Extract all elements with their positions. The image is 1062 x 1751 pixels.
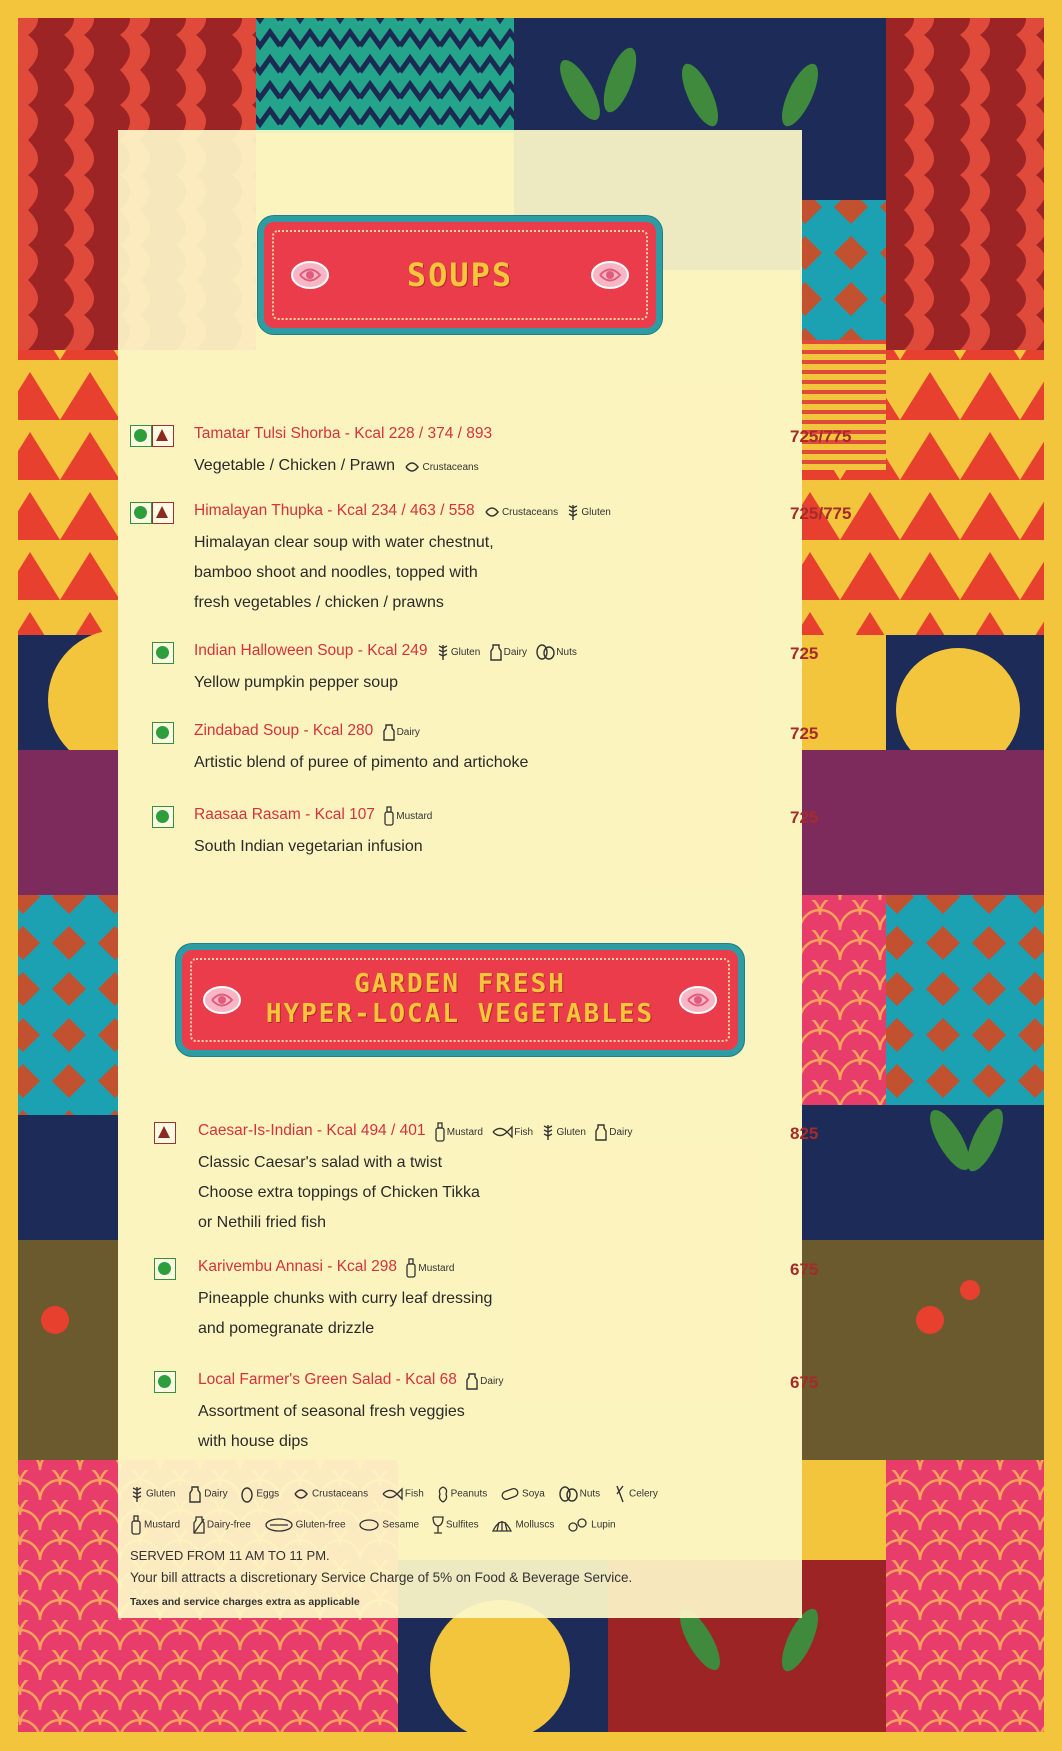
desc-line: with house dips — [198, 1433, 309, 1450]
allergen-tag: Crustaceans — [483, 507, 558, 518]
item-header — [198, 1371, 504, 1390]
item-price: 725 — [790, 724, 819, 743]
desc-line: bamboo shoot and noodles, topped with — [194, 564, 478, 581]
legend-item: Dairy — [188, 1485, 227, 1503]
item-description — [194, 528, 494, 618]
soups-title: SOUPS — [406, 255, 514, 294]
veg-icon — [152, 722, 174, 744]
menu-item — [130, 1122, 819, 1232]
legend-item: Sulfites — [432, 1515, 479, 1535]
dairy-icon — [465, 1372, 479, 1390]
item-kcal: - Kcal 228 / 374 / 893 — [344, 425, 493, 442]
item-description — [198, 1397, 465, 1457]
veg-icon — [152, 642, 174, 664]
allergen-tag: Dairy — [382, 727, 420, 738]
item-kcal: - Kcal 494 / 401 — [316, 1122, 426, 1139]
menu-item — [130, 1371, 819, 1451]
non-veg-icon — [152, 502, 174, 524]
legend-item: Celery — [613, 1484, 658, 1504]
item-kcal: - Kcal 298 — [327, 1258, 398, 1275]
veg-icon — [152, 806, 174, 828]
item-name: Karivembu Annasi — [198, 1258, 323, 1275]
legend-item: Soya — [500, 1487, 545, 1501]
diet-badges — [152, 806, 174, 830]
non-veg-icon — [154, 1122, 176, 1144]
peanuts-icon — [437, 1485, 449, 1503]
rose-icon — [288, 258, 332, 292]
item-price: 825 — [790, 1124, 819, 1143]
gluten-icon — [436, 643, 450, 661]
item-name: Himalayan Thupka — [194, 502, 323, 519]
item-price: 725/775 — [790, 427, 852, 446]
desc-line: Classic Caesar's salad with a twist — [198, 1154, 443, 1171]
legend-item: Crustaceans — [292, 1486, 368, 1502]
allergen-tag: Gluten — [436, 647, 480, 658]
desc-line: Assortment of seasonal fresh veggies — [198, 1403, 465, 1420]
legend-item: Fish — [381, 1487, 424, 1501]
diet-badges — [154, 1258, 176, 1282]
mustard-icon — [130, 1515, 142, 1535]
desc-line: fresh vegetables / chicken / prawns — [194, 594, 444, 611]
legend-item: Eggs — [240, 1485, 279, 1503]
legend-item: Molluscs — [491, 1517, 554, 1533]
taxes-note: Taxes and service charges extra as applicable — [130, 1596, 360, 1608]
non-veg-icon — [152, 425, 174, 447]
legend-item: Gluten-free — [264, 1517, 346, 1533]
desc-line: Choose extra toppings of Chicken Tikka — [198, 1184, 480, 1201]
sulfites-icon — [432, 1515, 444, 1535]
menu-item — [130, 806, 819, 866]
allergen-tag: Dairy — [465, 1376, 503, 1387]
allergen-tag: Fish — [491, 1127, 533, 1138]
menu-item — [130, 722, 819, 782]
gluten-icon — [566, 503, 580, 521]
item-header — [194, 502, 611, 521]
allergen-tag: Mustard — [405, 1263, 454, 1274]
item-header — [194, 806, 432, 826]
dairy-icon — [188, 1485, 202, 1503]
menu-item — [130, 425, 852, 485]
item-header — [198, 1258, 454, 1278]
mustard-icon — [383, 806, 395, 826]
menu-item — [130, 642, 819, 702]
desc-line: Artistic blend of puree of pimento and artichoke — [194, 754, 529, 771]
item-price: 725 — [790, 808, 819, 827]
desc-line: South Indian vegetarian infusion — [194, 838, 423, 855]
desc-line: or Nethili fried fish — [198, 1214, 327, 1231]
allergen-tag: Mustard — [383, 811, 432, 822]
diet-badges — [130, 502, 174, 526]
legend-item: Nuts — [558, 1486, 601, 1502]
sesame-icon — [358, 1518, 380, 1532]
item-name: Indian Halloween Soup — [194, 642, 354, 659]
lupin-icon — [567, 1517, 589, 1533]
desc-line: Pineapple chunks with curry leaf dressing — [198, 1290, 493, 1307]
item-header — [194, 722, 420, 741]
celery-icon — [613, 1484, 627, 1504]
item-description — [194, 748, 528, 778]
legend-item: Dairy-free — [193, 1515, 251, 1535]
allergen-tag: Nuts — [535, 647, 577, 658]
diet-badges — [154, 1371, 176, 1395]
dairy-icon — [489, 643, 503, 661]
mustard-icon — [434, 1122, 446, 1142]
item-kcal: - Kcal 107 — [305, 806, 375, 823]
allergen-tag: Mustard — [434, 1127, 483, 1138]
mustard-icon — [405, 1258, 417, 1278]
desc-line: and pomegranate drizzle — [198, 1320, 375, 1337]
dairy-free-icon — [193, 1515, 205, 1535]
veg-icon — [130, 425, 152, 447]
rose-icon — [588, 258, 632, 292]
item-kcal: - Kcal 68 — [395, 1371, 457, 1388]
desc-line: Vegetable / Chicken / Prawn — [194, 457, 396, 474]
legend-item: Lupin — [567, 1517, 615, 1533]
item-header — [194, 642, 577, 661]
fish-icon — [381, 1487, 403, 1501]
desc-line: Himalayan clear soup with water chestnut, — [194, 534, 494, 551]
nuts-icon — [535, 644, 555, 660]
molluscs-icon — [491, 1517, 513, 1533]
desc-line: Yellow pumpkin pepper soup — [194, 674, 398, 691]
veg-icon — [154, 1258, 176, 1280]
item-header — [194, 425, 492, 443]
veg-icon — [154, 1371, 176, 1393]
diet-badges — [130, 425, 174, 449]
menu-item — [130, 502, 852, 612]
nuts-icon — [558, 1486, 578, 1502]
eggs-icon — [240, 1485, 254, 1503]
allergen-tag: Dairy — [594, 1127, 632, 1138]
legend-item: Peanuts — [437, 1485, 488, 1503]
allergen-tag: Dairy — [489, 647, 527, 658]
legend-item: Sesame — [358, 1518, 419, 1532]
item-name: Tamatar Tulsi Shorba — [194, 425, 341, 442]
allergen-tag: Gluten — [566, 507, 610, 518]
crustaceans-icon — [403, 459, 421, 475]
gluten-free-icon — [264, 1517, 294, 1533]
dairy-icon — [594, 1123, 608, 1141]
legend-item: Gluten — [130, 1485, 175, 1503]
item-kcal: - Kcal 280 — [303, 722, 374, 739]
veg-icon — [130, 502, 152, 524]
dairy-icon — [382, 723, 396, 741]
crustaceans-icon — [292, 1486, 310, 1502]
diet-badges — [152, 642, 174, 666]
allergen-legend — [130, 1515, 626, 1535]
crustaceans-icon — [483, 504, 501, 520]
allergen-tag: Gluten — [541, 1127, 585, 1138]
gluten-icon — [130, 1485, 144, 1503]
item-description — [194, 832, 423, 862]
allergen-tag: Crustaceans — [403, 462, 478, 473]
item-name: Local Farmer's Green Salad — [198, 1371, 392, 1388]
item-name: Zindabad Soup — [194, 722, 300, 739]
rose-icon — [676, 983, 720, 1017]
gluten-icon — [541, 1123, 555, 1141]
garden-title-line2: HYPER-LOCAL VEGETABLES — [265, 999, 655, 1029]
garden-fresh-banner — [182, 950, 738, 1050]
item-description — [194, 451, 479, 483]
item-price: 675 — [790, 1373, 819, 1392]
item-description — [198, 1284, 492, 1344]
diet-badges — [154, 1122, 176, 1146]
menu-item — [130, 1258, 819, 1338]
served-hours: SERVED FROM 11 AM TO 11 PM. — [130, 1548, 330, 1563]
service-charge-note: Your bill attracts a discretionary Service Charge of 5% on Food & Beverage Service. — [130, 1570, 633, 1585]
item-name: Raasaa Rasam — [194, 806, 301, 823]
item-kcal: - Kcal 234 / 463 / 558 — [327, 502, 475, 519]
item-price: 725 — [790, 644, 819, 663]
item-price: 725/775 — [790, 504, 852, 523]
fish-icon — [491, 1125, 513, 1139]
soya-icon — [500, 1487, 520, 1501]
item-kcal: - Kcal 249 — [357, 642, 428, 659]
allergen-legend — [130, 1484, 668, 1504]
item-header — [198, 1122, 633, 1142]
rose-icon — [200, 983, 244, 1017]
item-price: 675 — [790, 1260, 819, 1279]
soups-banner — [264, 222, 656, 328]
legend-item: Mustard — [130, 1515, 180, 1535]
garden-title-line1: GARDEN FRESH — [354, 969, 566, 1000]
item-description — [194, 668, 398, 698]
diet-badges — [152, 722, 174, 746]
item-description — [198, 1148, 480, 1238]
item-name: Caesar-Is-Indian — [198, 1122, 313, 1139]
